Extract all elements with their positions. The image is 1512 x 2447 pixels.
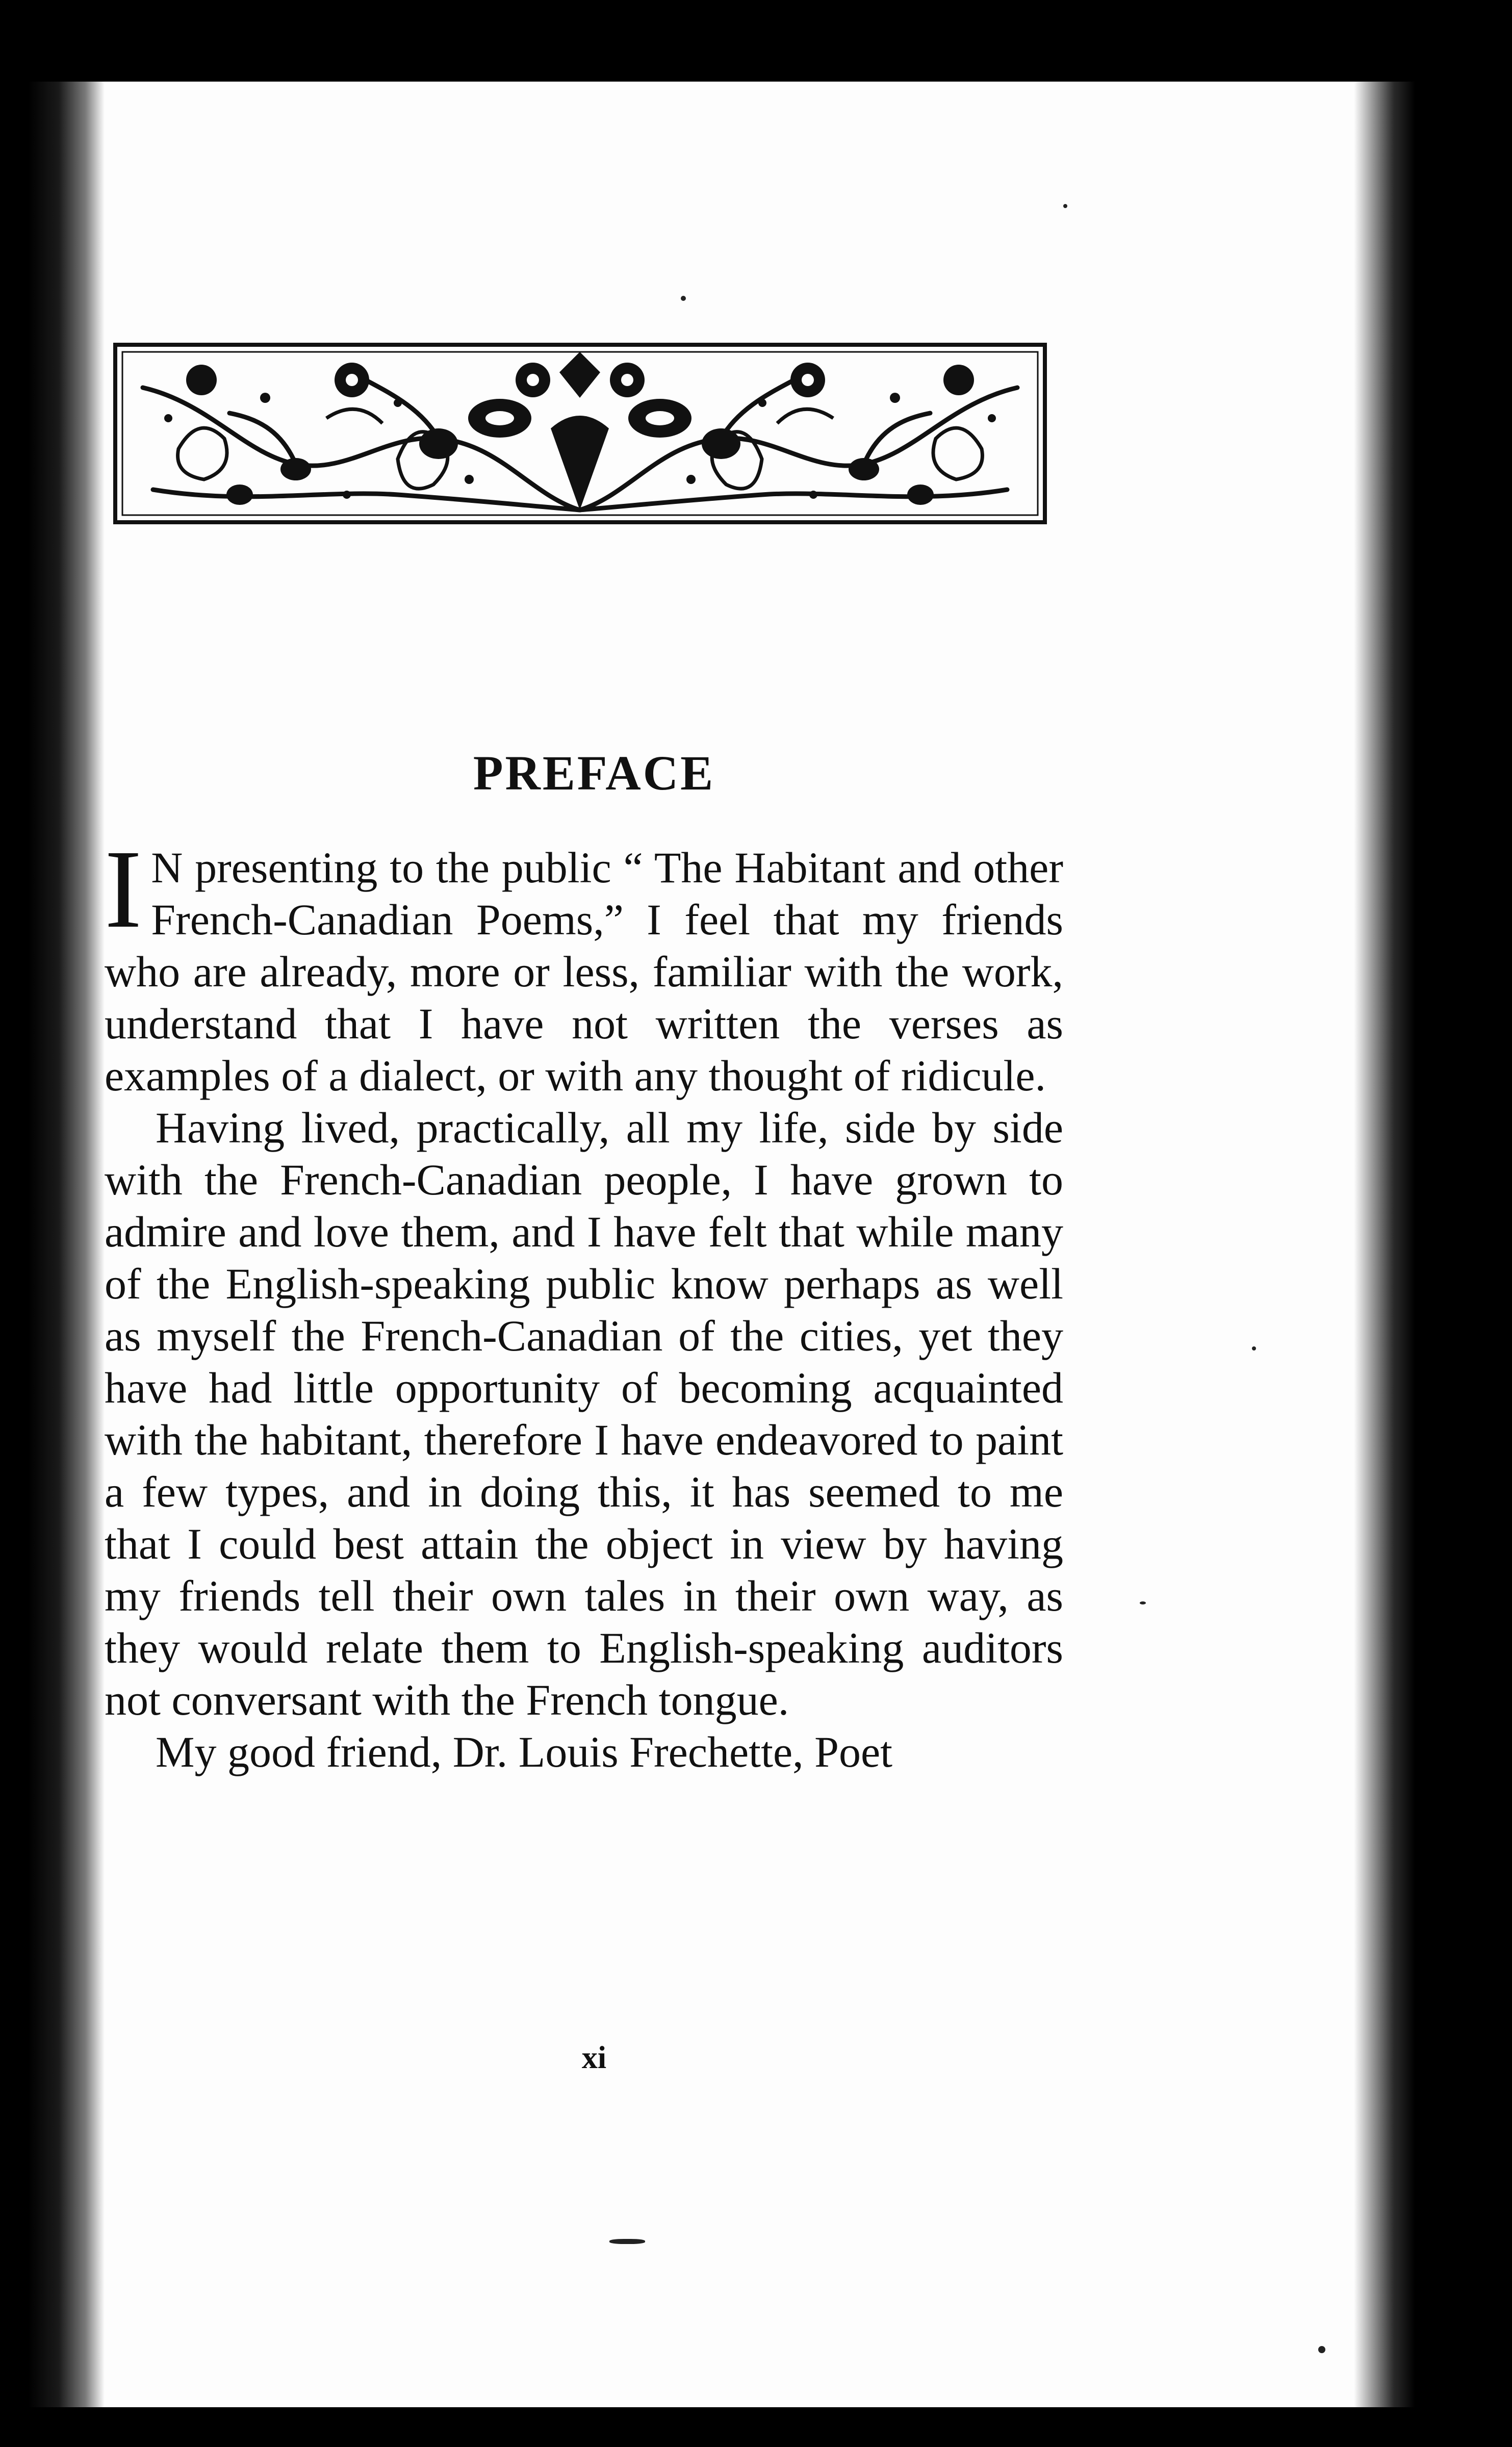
- drop-cap: I: [105, 827, 142, 951]
- page-title: PREFACE: [473, 746, 715, 800]
- ink-speck: [1318, 2346, 1325, 2353]
- paragraph-1: [105, 827, 1063, 1102]
- floral-headpiece-icon: [112, 342, 1048, 525]
- ink-speck: [609, 2239, 645, 2244]
- ink-speck: [681, 296, 686, 301]
- page-number: xi: [581, 2041, 607, 2075]
- page-right-edge-shadow: [1354, 82, 1415, 2407]
- ink-speck: [1252, 1346, 1256, 1350]
- paragraph-1-text: N presenting to the public “ The Habitant and other French-Canadian Poems,” I feel that my friends who are already, more or less, familiar with the work, understand that I have not written the verses as examples of a dialect, or with any thought of ridicule.: [105, 843, 1063, 1100]
- book-page: [28, 82, 1415, 2407]
- ink-speck: [1063, 204, 1067, 208]
- ink-speck: [1140, 1601, 1146, 1604]
- paragraph-2: Having lived, practically, all my life, side by side with the French-Canadian people, I have grown to admire and love them, and I have felt that while many of the English-speaking public know perhaps as well as myself the French-Canadian of the cities, yet they have had little opportunity of becoming acquainted with the habitant, therefore I have endeavored to paint a few types, and in doing this, it has seemed to me that I could best attain the object in view by having my friends tell their own tales in their own way, as they would relate them to English-speaking auditors not conversant with the French tongue.: [105, 1103, 1063, 1724]
- paragraph-3: My good friend, Dr. Louis Frechette, Poet: [156, 1727, 893, 1776]
- preface-body: [105, 827, 1063, 1778]
